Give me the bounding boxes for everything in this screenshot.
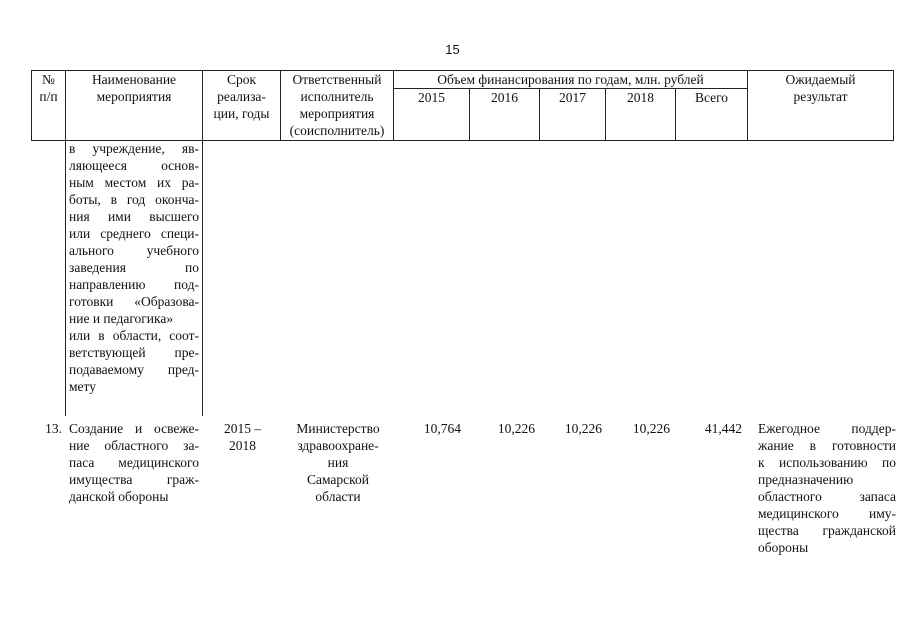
header-year-2018: 2018 [606, 89, 676, 141]
text-line: ние областного за- [69, 438, 199, 453]
text-line: боты, в год оконча- [69, 192, 199, 207]
header-year-2016: 2016 [470, 89, 540, 141]
value-2018: 10,226 [632, 421, 670, 436]
text-line: мету [69, 379, 97, 394]
header-term: Срок реализа- ции, годы [203, 71, 281, 141]
header-funding: Объем финансирования по годам, млн. рублей [394, 71, 748, 89]
text-line: обороны [758, 540, 809, 555]
text-line: щества гражданской [758, 523, 896, 538]
text-line: ального учебного [69, 243, 199, 258]
text-line: жание в готовности [758, 438, 896, 453]
value-2017: 10,226 [564, 421, 602, 436]
header-total: Всего [676, 89, 748, 141]
text-line: направлению под- [69, 277, 199, 292]
header-result: Ожидаемый результат [748, 71, 894, 141]
text-line: ветствующей пре- [69, 345, 199, 360]
text-line: готовки «Образова- [69, 294, 199, 309]
row-term: 2015 – 2018 [223, 421, 262, 453]
page-number: 15 [445, 42, 460, 57]
header-year-2015: 2015 [394, 89, 470, 141]
text-line: заведения по [69, 260, 199, 275]
row-executor: Министерство здравоохране- ния Самарской области [296, 421, 380, 504]
column-rule-left [65, 140, 66, 416]
text-line: паса медицинского [69, 455, 199, 470]
text-line: имущества граж- [69, 472, 199, 487]
text-line: Ежегодное поддер- [758, 421, 896, 436]
row-number: 13. [45, 421, 62, 436]
row-name [69, 420, 199, 505]
value-total: 41,442 [704, 421, 742, 436]
text-line: ние и педагогика» [69, 311, 174, 326]
text-line: Создание и освеже- [69, 421, 199, 436]
text-line: подаваемому пред- [69, 362, 199, 377]
value-2015: 10,764 [423, 421, 461, 436]
header-name: Наименование мероприятия [66, 71, 203, 141]
header-num: № п/п [32, 71, 66, 141]
continuation-name [69, 140, 199, 395]
header-year-2017: 2017 [540, 89, 606, 141]
text-line: ным местом их ра- [69, 175, 199, 190]
table-header [31, 70, 894, 141]
text-line: ния ими высшего [69, 209, 199, 224]
text-line: или в области, соот- [69, 328, 199, 343]
text-line: областного запаса [758, 489, 896, 504]
text-line: данской обороны [69, 489, 169, 504]
text-line: к использованию по [758, 455, 896, 470]
row-result [758, 420, 896, 556]
text-line: медицинского иму- [758, 506, 896, 521]
text-line: ляющееся основ- [69, 158, 199, 173]
column-rule-right [202, 140, 203, 416]
text-line: или среднего специ- [69, 226, 199, 241]
text-line: предназначению [758, 472, 854, 487]
text-line: в учреждение, яв- [69, 141, 199, 156]
value-2016: 10,226 [497, 421, 535, 436]
header-executor: Ответственный исполнитель мероприятия (соисполнитель) [281, 71, 394, 141]
